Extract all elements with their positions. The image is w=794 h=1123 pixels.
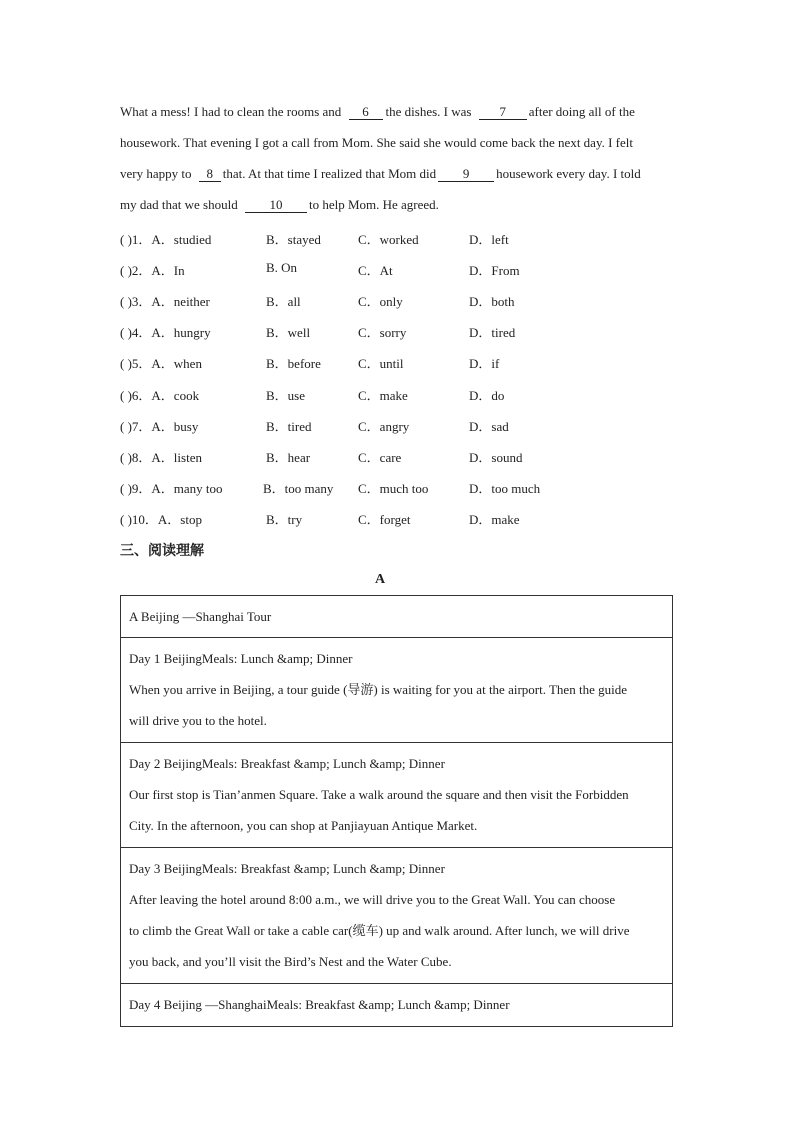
option-c[interactable]: C．angry	[358, 419, 410, 434]
passage-letter: A	[375, 572, 386, 587]
option-b[interactable]: B．tired	[266, 419, 312, 434]
option-b[interactable]: B．all	[266, 294, 301, 309]
option-a[interactable]: ( )6．A．cook	[120, 388, 200, 403]
option-d[interactable]: D．if	[469, 356, 500, 371]
blank-7: 7	[479, 105, 527, 120]
option-d[interactable]: D．sad	[469, 419, 509, 434]
option-b[interactable]: B．try	[266, 512, 303, 527]
table-row	[121, 638, 673, 743]
passage-text: that. At that time I realized that Mom did	[222, 166, 437, 181]
day-1-cell	[121, 638, 673, 743]
option-a[interactable]: ( )8．A．listen	[120, 450, 202, 465]
day-2-cell	[121, 743, 673, 848]
day-text: to climb the Great Wall or take a cable car(缆车) up and walk around. After lunch, we will drive	[129, 923, 630, 938]
option-c[interactable]: C．only	[358, 294, 403, 309]
day-header: Day 3 BeijingMeals: Breakfast &amp; Lunch &amp; Dinner	[129, 861, 445, 876]
option-c[interactable]: C．forget	[358, 512, 411, 527]
day-3-cell	[121, 848, 673, 984]
day-header: Day 2 BeijingMeals: Breakfast &amp; Lunch &amp; Dinner	[129, 756, 445, 771]
day-text: City. In the afternoon, you can shop at Panjiayuan Antique Market.	[129, 818, 478, 833]
passage-line-4	[120, 197, 439, 213]
passage-line-3	[120, 166, 641, 182]
option-d[interactable]: D．From	[469, 263, 520, 278]
option-c[interactable]: C．sorry	[358, 325, 407, 340]
table-row	[121, 596, 673, 638]
option-a[interactable]: ( )7．A．busy	[120, 419, 199, 434]
tour-title-cell	[121, 596, 673, 638]
option-c[interactable]: C．care	[358, 450, 402, 465]
option-c[interactable]: C．At	[358, 263, 393, 278]
tour-title: A Beijing —Shanghai Tour	[129, 609, 272, 624]
option-b[interactable]: B．hear	[266, 450, 311, 465]
option-b[interactable]: B．stayed	[266, 232, 321, 247]
passage-text: to help Mom. He agreed.	[308, 197, 439, 212]
option-a[interactable]: ( )9．A．many too	[120, 481, 223, 496]
table-row	[121, 984, 673, 1027]
option-d[interactable]: D．left	[469, 232, 509, 247]
option-a[interactable]: ( )5．A．when	[120, 356, 202, 371]
option-d[interactable]: D．tired	[469, 325, 516, 340]
table-row	[121, 743, 673, 848]
passage-text: What a mess! I had to clean the rooms and	[120, 104, 342, 119]
option-a[interactable]: ( )1．A．studied	[120, 232, 212, 247]
passage-text: my dad that we should	[120, 197, 238, 212]
day-text: After leaving the hotel around 8:00 a.m., we will drive you to the Great Wall. You can choose	[129, 892, 616, 907]
option-b[interactable]: B．use	[266, 388, 306, 403]
blank-9: 9	[438, 167, 494, 182]
option-b[interactable]: B. On	[266, 260, 298, 275]
day-text: will drive you to the hotel.	[129, 713, 267, 728]
option-d[interactable]: D．make	[469, 512, 520, 527]
passage-text: very happy to	[120, 166, 192, 181]
section-title: 三、阅读理解	[120, 543, 204, 559]
option-b[interactable]: B．well	[266, 325, 311, 340]
table-row	[121, 848, 673, 984]
passage-line-1	[120, 104, 635, 120]
passage-text: housework every day. I told	[496, 166, 641, 181]
option-a[interactable]: ( )4．A．hungry	[120, 325, 211, 340]
day-4-cell	[121, 984, 673, 1027]
option-c[interactable]: C．worked	[358, 232, 419, 247]
blank-6: 6	[349, 105, 383, 120]
option-c[interactable]: C．much too	[358, 481, 429, 496]
day-text: When you arrive in Beijing, a tour guide (导游) is waiting for you at the airport. Then the guide	[129, 682, 627, 697]
option-a[interactable]: ( )2．A．In	[120, 263, 185, 278]
option-b[interactable]: B．too many	[263, 481, 334, 496]
blank-8: 8	[199, 167, 221, 182]
option-d[interactable]: D．do	[469, 388, 505, 403]
option-a[interactable]: ( )3．A．neither	[120, 294, 210, 309]
option-d[interactable]: D．sound	[469, 450, 523, 465]
option-c[interactable]: C．make	[358, 388, 408, 403]
passage-text: the dishes. I was	[385, 104, 472, 119]
day-text: you back, and you’ll visit the Bird’s Nest and the Water Cube.	[129, 954, 452, 969]
day-header: Day 1 BeijingMeals: Lunch &amp; Dinner	[129, 651, 353, 666]
tour-table	[120, 595, 673, 1027]
day-header: Day 4 Beijing —ShanghaiMeals: Breakfast &amp; Lunch &amp; Dinner	[129, 997, 510, 1012]
passage-text: after doing all of the	[528, 104, 635, 119]
option-b[interactable]: B．before	[266, 356, 321, 371]
option-d[interactable]: D．both	[469, 294, 515, 309]
option-d[interactable]: D．too much	[469, 481, 541, 496]
passage-line-2: housework. That evening I got a call from Mom. She said she would come back the next day. I felt	[120, 135, 634, 150]
day-text: Our first stop is Tian’anmen Square. Take a walk around the square and then visit the Forbidden	[129, 787, 629, 802]
option-c[interactable]: C．until	[358, 356, 404, 371]
blank-10: 10	[245, 198, 307, 213]
option-a[interactable]: ( )10．A．stop	[120, 512, 202, 527]
